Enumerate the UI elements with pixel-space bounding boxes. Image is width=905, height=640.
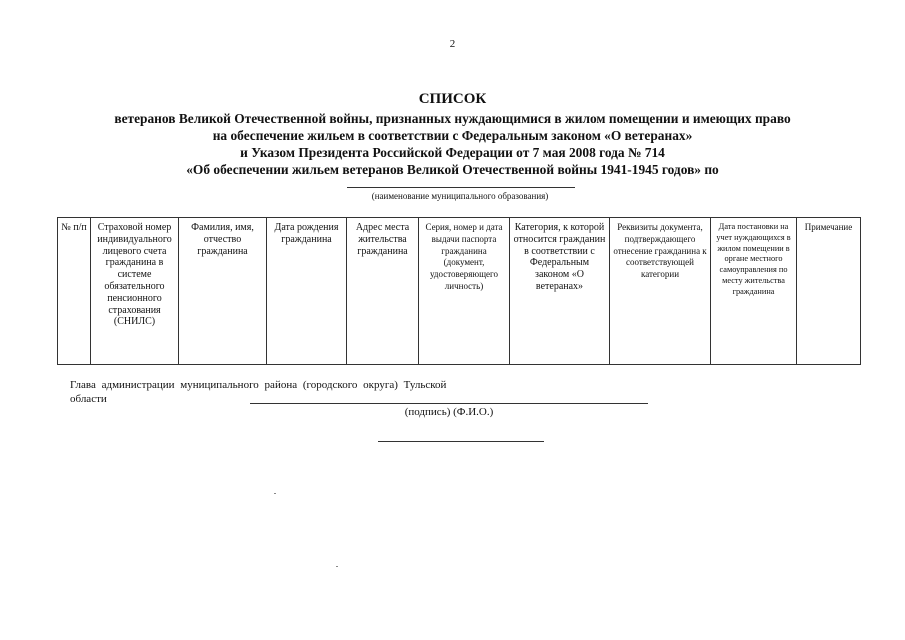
column-header-snils: Страховой номер индивидуального лицевого счета гражданина в системе обязательного пенсионного страхования (СНИЛС) [91, 218, 179, 365]
signature-caption: (подпись) (Ф.И.О.) [404, 406, 494, 418]
signature-blank-line [250, 403, 648, 404]
scan-speck [336, 566, 338, 567]
column-header-passport: Серия, номер и дата выдачи паспорта гражданина (документ, удостоверяющего личность) [419, 218, 510, 365]
veterans-table [57, 217, 861, 365]
column-header-number: № п/п [58, 218, 91, 365]
table-header-row [58, 218, 861, 365]
column-header-registration-date: Дата постановки на учет нуждающихся в жилом помещении в органе местного самоуправления по месту жительства гражданина [711, 218, 797, 365]
municipality-caption: (наименование муниципального образования) [371, 191, 549, 201]
column-header-note: Примечание [797, 218, 861, 365]
subtitle-line: ветеранов Великой Отечественной войны, признанных нуждающимися в жилом помещении и имеющих право [114, 111, 791, 126]
column-header-category-document: Реквизиты документа, подтверждающего отнесение гражданина к соответствующей категории [610, 218, 711, 365]
document-title: СПИСОК [418, 91, 487, 107]
column-header-address: Адрес места жительства гражданина [347, 218, 419, 365]
column-header-full-name: Фамилия, имя, отчество гражданина [179, 218, 267, 365]
signature-position-line: области [70, 393, 107, 405]
document-subtitle [30, 110, 875, 178]
signature-block [70, 378, 490, 406]
subtitle-line: на обеспечение жильем в соответствии с Федеральным законом «О ветеранах» [212, 128, 693, 143]
page-number: 2 [449, 38, 456, 50]
subtitle-line: «Об обеспечении жильем ветеранов Великой Отечественной войны 1941-1945 годов» по [186, 162, 719, 177]
scan-speck [274, 493, 276, 494]
column-header-birth-date: Дата рождения гражданина [267, 218, 347, 365]
end-divider-line [378, 441, 544, 442]
subtitle-line: и Указом Президента Российской Федерации от 7 мая 2008 года № 714 [240, 145, 665, 160]
municipality-blank-line [347, 187, 575, 188]
column-header-category: Категория, к которой относится гражданин в соответствии с Федеральным законом «О ветеранах» [510, 218, 610, 365]
signature-position-line: Глава администрации муниципального района (городского округа) Тульской [70, 379, 447, 391]
